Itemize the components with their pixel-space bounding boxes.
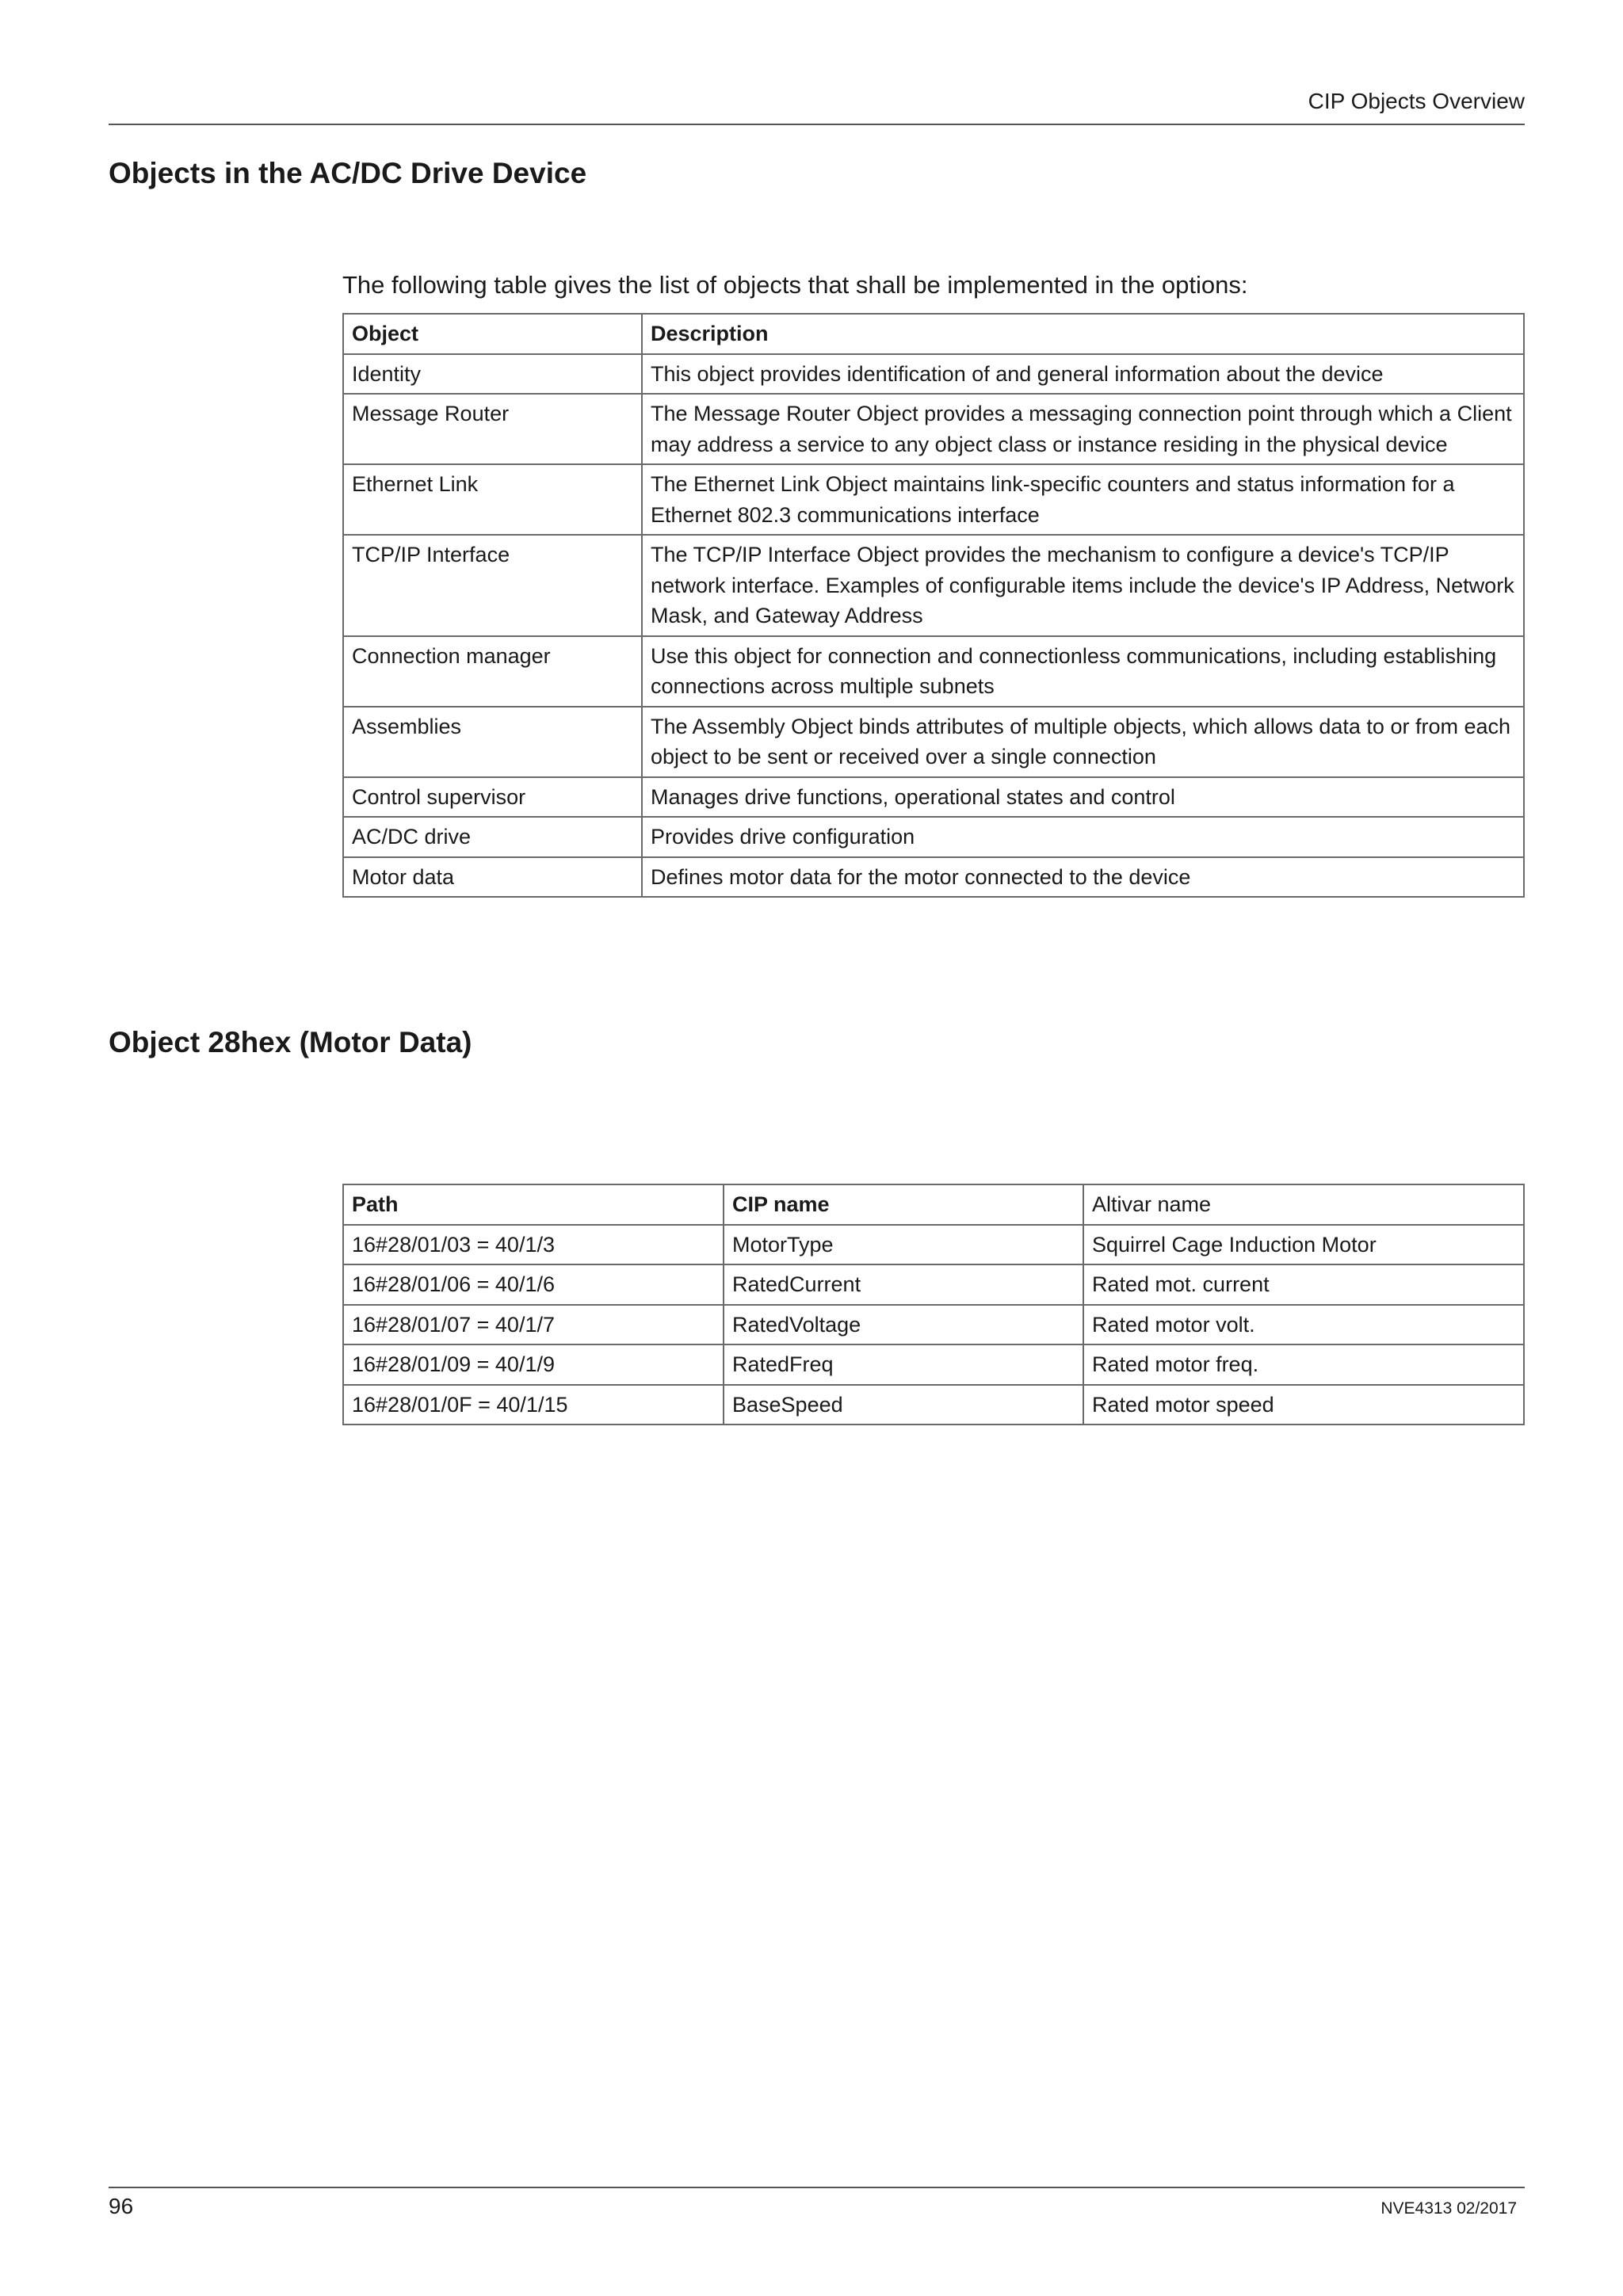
table-row [343,354,1524,395]
table-row [343,1344,1524,1385]
description-cell: This object provides identification of and general information about the device [642,354,1524,395]
table-row [343,535,1524,636]
object-cell: AC/DC drive [343,817,642,857]
table-row [343,1264,1524,1305]
cip-name-cell: RatedCurrent [724,1264,1083,1305]
table-row [343,777,1524,818]
altivar-name-cell: Rated motor freq. [1083,1344,1524,1385]
table-row [343,707,1524,777]
document-reference: NVE4313 02/2017 [1381,2199,1517,2218]
object-cell: Ethernet Link [343,464,642,535]
description-cell: Use this object for connection and connectionless communications, including establishing connections across multiple subnets [642,636,1524,707]
description-cell: Defines motor data for the motor connected to the device [642,857,1524,898]
intro-text: The following table gives the list of objects that shall be implemented in the options: [342,271,1248,299]
object-cell: Assemblies [343,707,642,777]
altivar-name-cell: Rated mot. current [1083,1264,1524,1305]
altivar-name-cell: Squirrel Cage Induction Motor [1083,1225,1524,1265]
table-row [343,464,1524,535]
description-cell: The TCP/IP Interface Object provides the mechanism to configure a device's TCP/IP network interface. Examples of configurable items include the device's IP Address, Network Mask, and Gateway Address [642,535,1524,636]
table-row [343,636,1524,707]
cip-name-cell: RatedFreq [724,1344,1083,1385]
section-title-objects: Objects in the AC/DC Drive Device [109,157,587,189]
table-row [343,857,1524,898]
table-header-row [343,1184,1524,1225]
table-row [343,1385,1524,1425]
description-cell: Provides drive configuration [642,817,1524,857]
path-cell: 16#28/01/06 = 40/1/6 [343,1264,724,1305]
column-header-description: Description [642,314,1524,354]
description-cell: The Ethernet Link Object maintains link-specific counters and status information for a Ethernet 802.3 communications interface [642,464,1524,535]
section-title-motor-data: Object 28hex (Motor Data) [109,1026,472,1058]
page-footer [109,2187,1525,2220]
description-cell: The Assembly Object binds attributes of multiple objects, which allows data to or from each object to be sent or received over a single connection [642,707,1524,777]
altivar-name-cell: Rated motor speed [1083,1385,1524,1425]
altivar-name-cell: Rated motor volt. [1083,1305,1524,1345]
objects-table [342,313,1525,898]
object-cell: Motor data [343,857,642,898]
running-header [109,87,1525,125]
object-cell: Connection manager [343,636,642,707]
header-title: CIP Objects Overview [1308,89,1525,113]
description-cell: The Message Router Object provides a messaging connection point through which a Client may address a service to any object class or instance residing in the physical device [642,394,1524,464]
description-cell: Manages drive functions, operational states and control [642,777,1524,818]
object-cell: TCP/IP Interface [343,535,642,636]
cip-name-cell: BaseSpeed [724,1385,1083,1425]
path-cell: 16#28/01/09 = 40/1/9 [343,1344,724,1385]
object-cell: Message Router [343,394,642,464]
motor-data-table [342,1184,1525,1425]
column-header-cip-name: CIP name [724,1184,1083,1225]
table-row [343,394,1524,464]
table-row [343,1225,1524,1265]
column-header-altivar-name: Altivar name [1083,1184,1524,1225]
object-cell: Identity [343,354,642,395]
cip-name-cell: MotorType [724,1225,1083,1265]
table-row [343,817,1524,857]
cip-name-cell: RatedVoltage [724,1305,1083,1345]
column-header-object: Object [343,314,642,354]
page-number: 96 [109,2194,134,2218]
column-header-path: Path [343,1184,724,1225]
path-cell: 16#28/01/07 = 40/1/7 [343,1305,724,1345]
path-cell: 16#28/01/03 = 40/1/3 [343,1225,724,1265]
path-cell: 16#28/01/0F = 40/1/15 [343,1385,724,1425]
table-header-row [343,314,1524,354]
table-row [343,1305,1524,1345]
object-cell: Control supervisor [343,777,642,818]
